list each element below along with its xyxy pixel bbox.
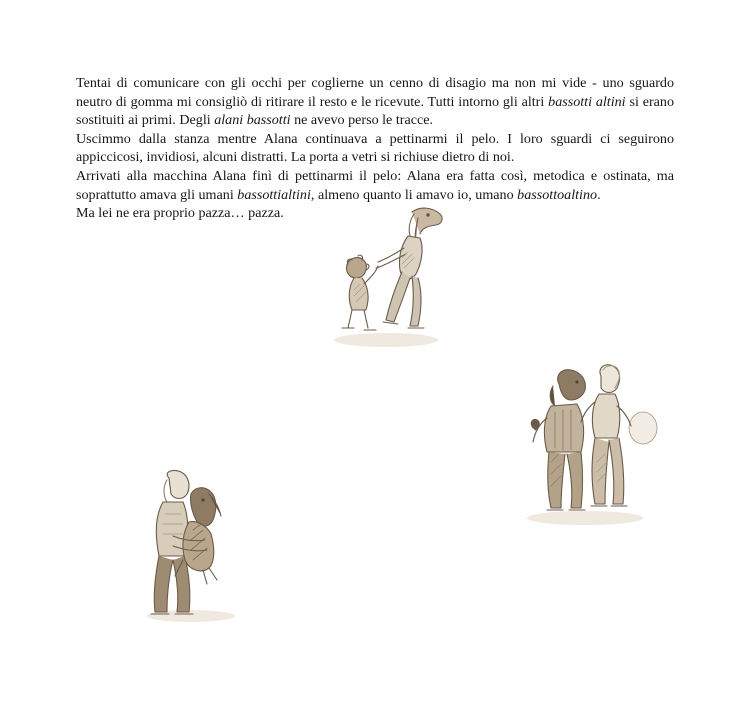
illustration-dog-man-with-woman-walking (525, 362, 665, 527)
italic-term: bassottoaltino (517, 186, 598, 203)
italic-term: bassotti altini (548, 93, 626, 110)
text-run: Tentai di comunicare con gli occhi per coglierne un cenno di disagio ma non mi vide - uno sguardo neutro di gomma mi consigliò di ritirare il resto e le ricevute. Tutti intorno gli altri (76, 75, 674, 110)
text-run: Arrivati alla macchina Alana finì di pettinarmi il pelo: Alana era fatta così, metodica e ostinata, ma soprattutto amava gli umani (76, 167, 674, 203)
text-run: , almeno quanto li amavo io, umano (310, 186, 518, 203)
illustration-dog-man-with-child (328, 198, 452, 348)
paragraph (76, 130, 674, 167)
text-run: Ma lei ne era proprio pazza… pazza. (76, 205, 284, 222)
text-run: ne avevo perso le tracce. (290, 112, 433, 129)
text-run: . (597, 186, 601, 203)
text-run: si erano sostituiti ai primi. Degli (76, 93, 674, 129)
italic-term: alani bassotti (214, 112, 291, 129)
text-run: Uscimmo dalla stanza mentre Alana continuava a pettinarmi il pelo. I loro sguardi ci seguirono appiccicosi, invidiosi, alcuni distratti. La porta a vetri si richiuse dietro di noi. (76, 130, 674, 166)
italic-term: bassottialtini (237, 186, 311, 203)
illustration-woman-embracing-dog (133, 470, 253, 622)
paragraph (76, 74, 674, 130)
